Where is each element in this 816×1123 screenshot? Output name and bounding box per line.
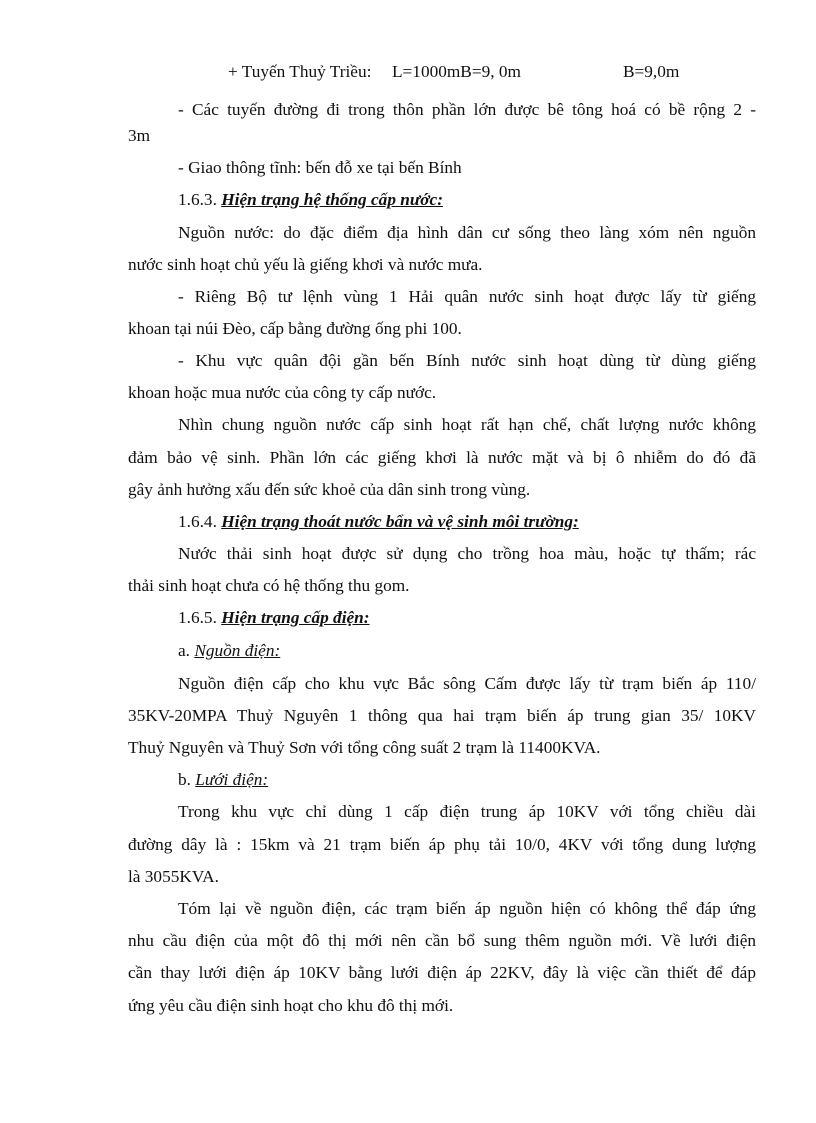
route-width: B=9,0m <box>623 62 680 81</box>
paragraph-line: gây ảnh hưởng xấu đến sức khoẻ của dân sinh trong vùng. <box>128 480 531 499</box>
paragraph-line: cần thay lưới điện áp 10KV bằng lưới điện áp 22KV, đây là việc cần thiết để đáp <box>128 963 756 982</box>
subheading-power-grid <box>178 770 756 790</box>
section-number: 1.6.3. <box>178 190 222 209</box>
route-label: + Tuyến Thuỷ Triều: <box>228 62 372 81</box>
section-heading-power <box>178 608 756 628</box>
section-title: Hiện trạng cấp điện: <box>221 608 370 627</box>
section-title: Hiện trạng hệ thống cấp nước: <box>221 190 443 209</box>
paragraph-line: - Giao thông tĩnh: bến đỗ xe tại bến Bính <box>178 158 462 177</box>
subheading-prefix: b. <box>178 770 196 789</box>
paragraph-line: Nguồn nước: do đặc điểm địa hình dân cư sống theo làng xóm nên nguồn <box>178 223 756 242</box>
paragraph-line: nhu cầu điện của một đô thị mới nên cần bổ sung thêm nguồn mới. Về lưới điện <box>128 931 756 950</box>
section-heading-water-supply <box>178 190 756 210</box>
paragraph-line: khoan tại núi Đèo, cấp bằng đường ống phi 100. <box>128 319 462 338</box>
section-heading-drainage <box>178 512 756 532</box>
subheading-title: Lưới điện: <box>195 770 269 789</box>
paragraph-line: 35KV-20MPA Thuỷ Nguyên 1 thông qua hai trạm biến áp trung gian 35/ 10KV <box>128 706 756 725</box>
paragraph-line: - Riêng Bộ tư lệnh vùng 1 Hải quân nước sinh hoạt được lấy từ giếng <box>178 287 756 306</box>
section-number: 1.6.5. <box>178 608 222 627</box>
paragraph-line: ứng yêu cầu điện sinh hoạt cho khu đô thị mới. <box>128 996 454 1015</box>
paragraph-line: khoan hoặc mua nước của công ty cấp nước. <box>128 383 437 402</box>
section-number: 1.6.4. <box>178 512 222 531</box>
paragraph-line: Nước thải sinh hoạt được sử dụng cho trồng hoa màu, hoặc tự thấm; rác <box>178 544 756 563</box>
section-title: Hiện trạng thoát nước bẩn và vệ sinh môi trường: <box>221 512 579 531</box>
paragraph-line: Nhìn chung nguồn nước cấp sinh hoạt rất hạn chế, chất lượng nước không <box>178 415 756 434</box>
subheading-power-source <box>178 641 756 661</box>
subheading-prefix: a. <box>178 641 195 660</box>
paragraph-line: Nguồn điện cấp cho khu vực Bắc sông Cấm được lấy từ trạm biến áp 110/ <box>178 674 756 693</box>
paragraph-line: Tóm lại về nguồn điện, các trạm biến áp nguồn hiện có không thể đáp ứng <box>178 899 756 918</box>
paragraph-line: đảm bảo vệ sinh. Phần lớn các giếng khơi là nước mặt và bị ô nhiễm do đó đã <box>128 448 756 467</box>
paragraph-line: 3m <box>128 126 151 145</box>
subheading-title: Nguồn điện: <box>194 641 281 660</box>
paragraph-line: là 3055KVA. <box>128 867 219 886</box>
paragraph-line: nước sinh hoạt chủ yếu là giếng khơi và nước mưa. <box>128 255 483 274</box>
paragraph-line: - Khu vực quân đội gần bến Bính nước sinh hoạt dùng từ dùng giếng <box>178 351 756 370</box>
paragraph-line: Thuỷ Nguyên và Thuỷ Sơn với tổng công suất 2 trạm là 11400KVA. <box>128 738 601 757</box>
paragraph-line: thải sinh hoạt chưa có hệ thống thu gom. <box>128 576 410 595</box>
paragraph-line: Trong khu vực chỉ dùng 1 cấp điện trung áp 10KV với tổng chiều dài <box>178 802 756 821</box>
paragraph-line: - Các tuyến đường đi trong thôn phần lớn được bê tông hoá có bề rộng 2 - <box>178 100 756 119</box>
route-dims: L=1000mB=9, 0m <box>392 62 521 81</box>
paragraph-line: đường dây là : 15km và 21 trạm biến áp phụ tải 10/0, 4KV với tổng dung lượng <box>128 835 756 854</box>
